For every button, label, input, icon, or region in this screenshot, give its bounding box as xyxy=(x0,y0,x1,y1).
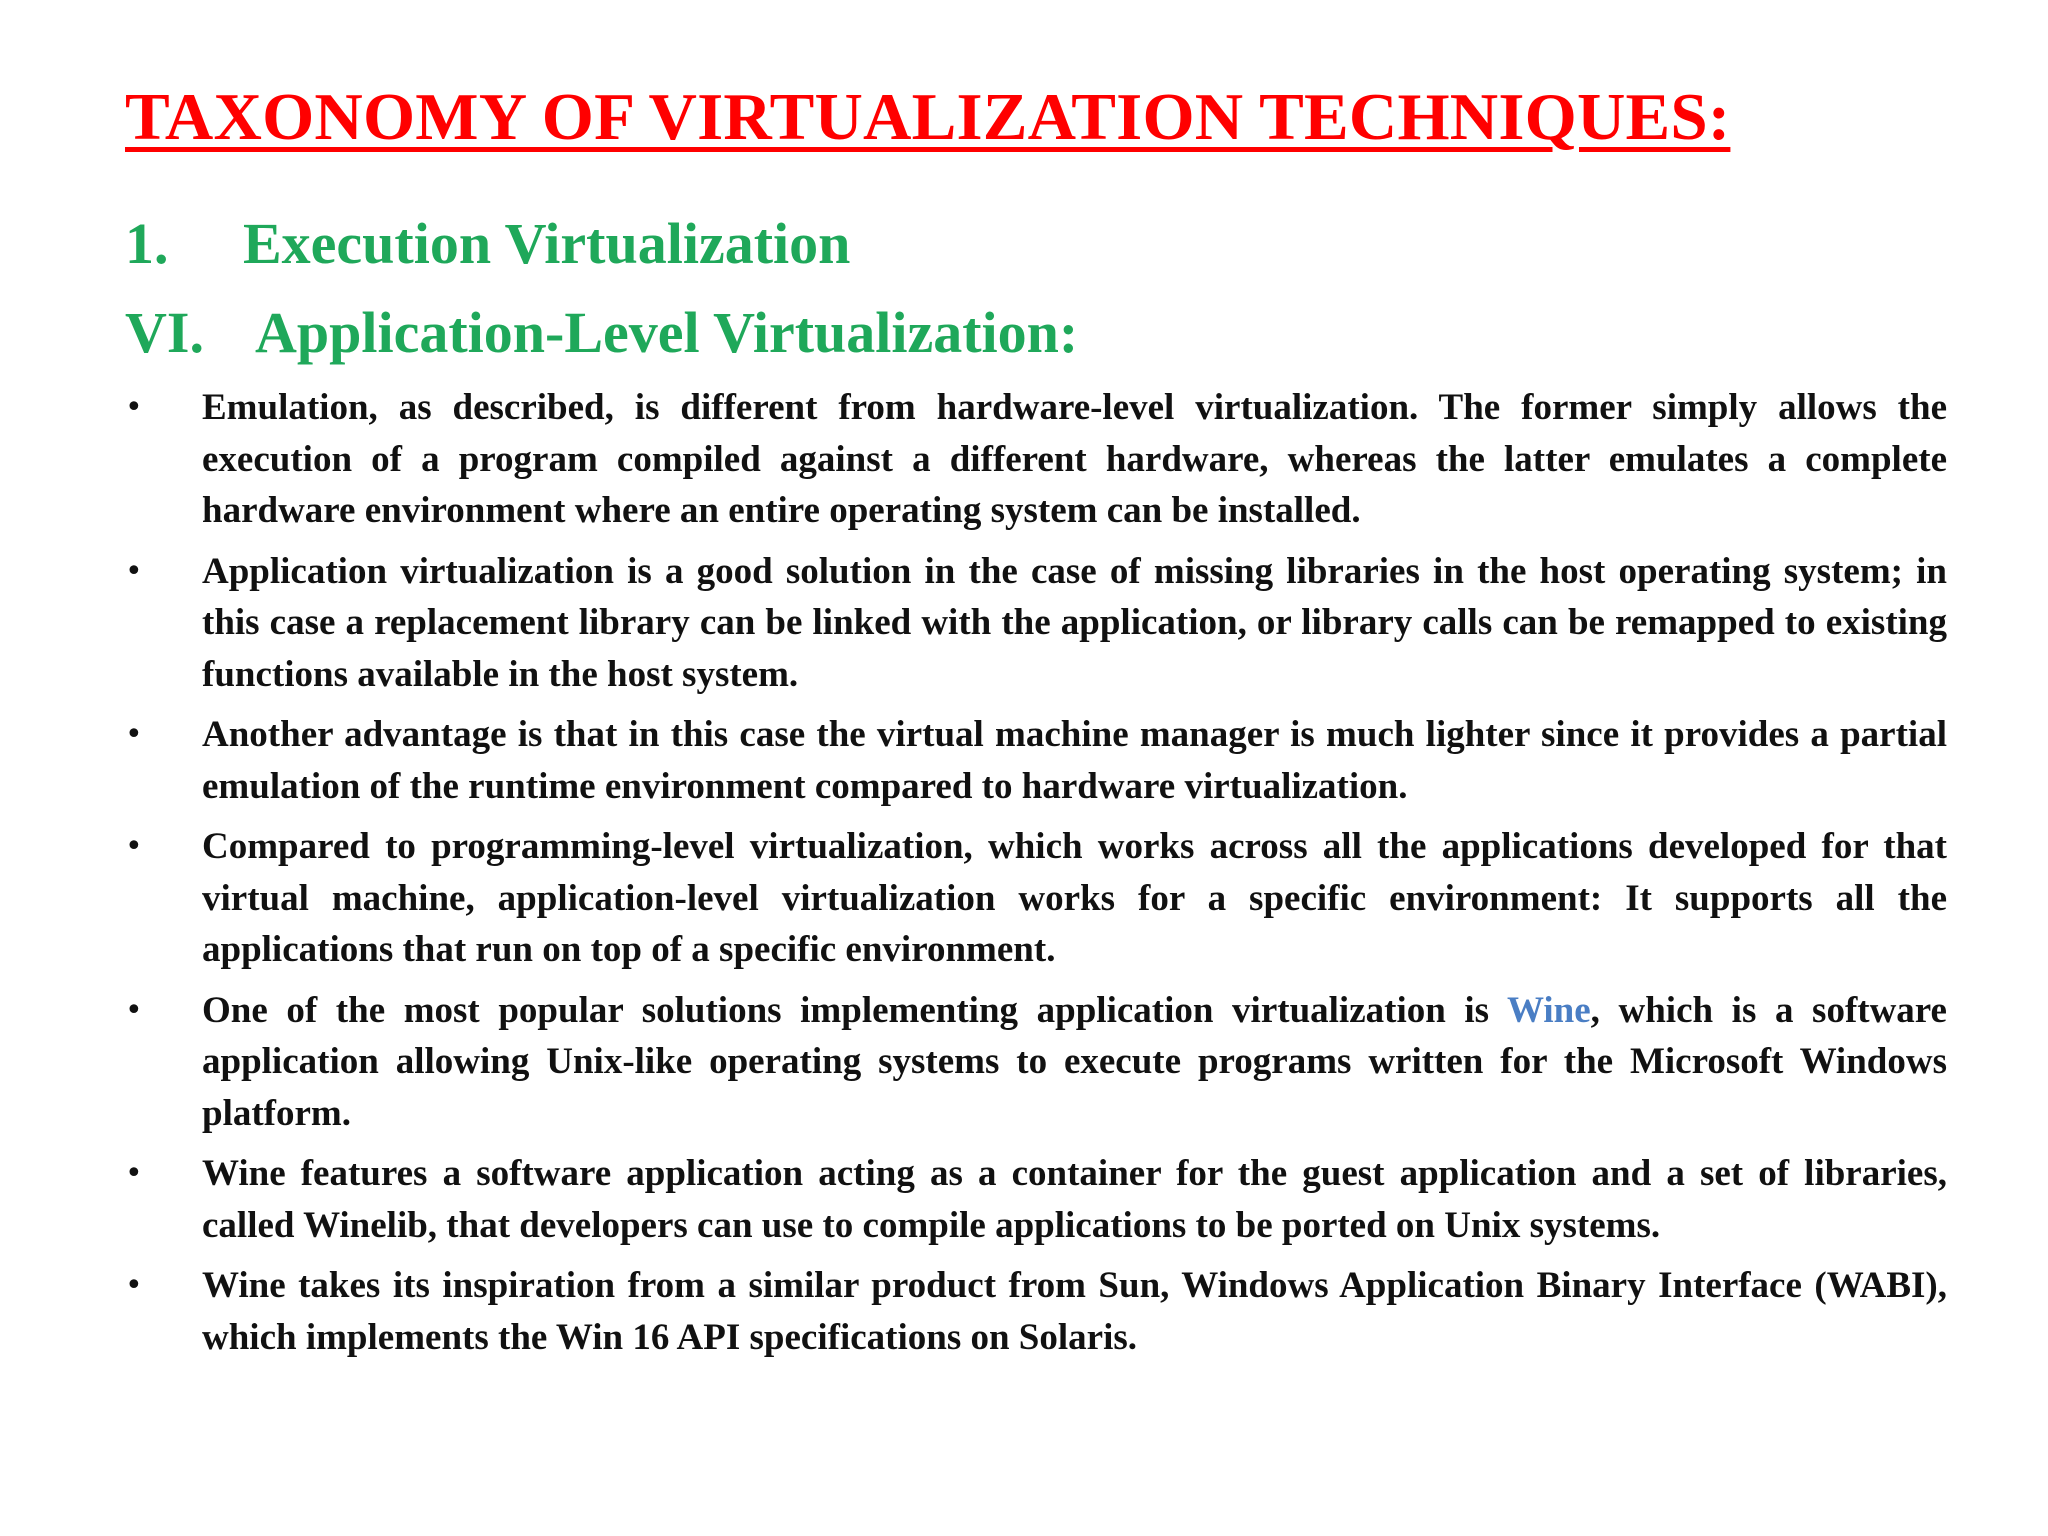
subsection-label: Application-Level Virtualization: xyxy=(255,300,1079,365)
bullet-item xyxy=(125,546,1947,701)
section-number: 1. xyxy=(125,211,169,276)
bullet-text-after-link: , which is a software application allowing Unix-like operating systems to execute programs written for the Microsoft Windows platform. xyxy=(202,989,1947,1134)
bullet-list xyxy=(125,382,1947,1372)
bullet-item xyxy=(125,709,1947,812)
wine-link[interactable]: Wine xyxy=(1507,989,1591,1031)
slide-title: TAXONOMY OF VIRTUALIZATION TECHNIQUES: xyxy=(125,80,1731,154)
bullet-icon: • xyxy=(125,1156,143,1191)
bullet-item xyxy=(125,821,1947,976)
subsection-heading xyxy=(125,299,1078,367)
bullet-icon: • xyxy=(125,553,143,589)
bullet-text: Emulation, as described, is different from hardware-level virtualization. The former simply allows the execution of a program compiled against a different hardware, whereas the latter emulates a complete hardware environment where an entire operating system can be installed. xyxy=(202,387,1947,531)
bullet-icon: • xyxy=(125,992,143,1028)
bullet-item xyxy=(125,985,1947,1140)
bullet-text: Application virtualization is a good solution in the case of missing libraries in the host operating system; in this case a replacement library can be linked with the application, or library calls can be remapped to existing functions available in the host system. xyxy=(202,550,1947,695)
bullet-text-before-link: One of the most popular solutions implementing application virtualization is xyxy=(202,989,1508,1031)
section-heading xyxy=(125,210,850,278)
bullet-icon: • xyxy=(125,390,143,425)
bullet-item xyxy=(125,382,1947,537)
section-label: Execution Virtualization xyxy=(243,211,851,276)
bullet-text: Wine takes its inspiration from a similar product from Sun, Windows Application Binary Interface (WABI), which implements the Win 16 API specifications on Solaris. xyxy=(202,1265,1947,1358)
subsection-number: VI. xyxy=(125,300,204,365)
bullet-text: Wine features a software application acting as a container for the guest application and a set of libraries, called Winelib, that developers can use to compile applications to be ported on Unix systems. xyxy=(202,1153,1947,1246)
bullet-text: Another advantage is that in this case the virtual machine manager is much lighter since it provides a partial emulation of the runtime environment compared to hardware virtualization. xyxy=(202,714,1947,807)
bullet-item xyxy=(125,1260,1947,1363)
bullet-icon: • xyxy=(125,717,143,752)
bullet-text: Compared to programming-level virtualization, which works across all the applications developed for that virtual machine, application-level virtualization works for a specific environment: It supports all the applications that run on top of a specific environment. xyxy=(202,826,1947,970)
bullet-item xyxy=(125,1148,1947,1251)
bullet-icon: • xyxy=(125,1268,143,1303)
bullet-icon: • xyxy=(125,829,143,864)
